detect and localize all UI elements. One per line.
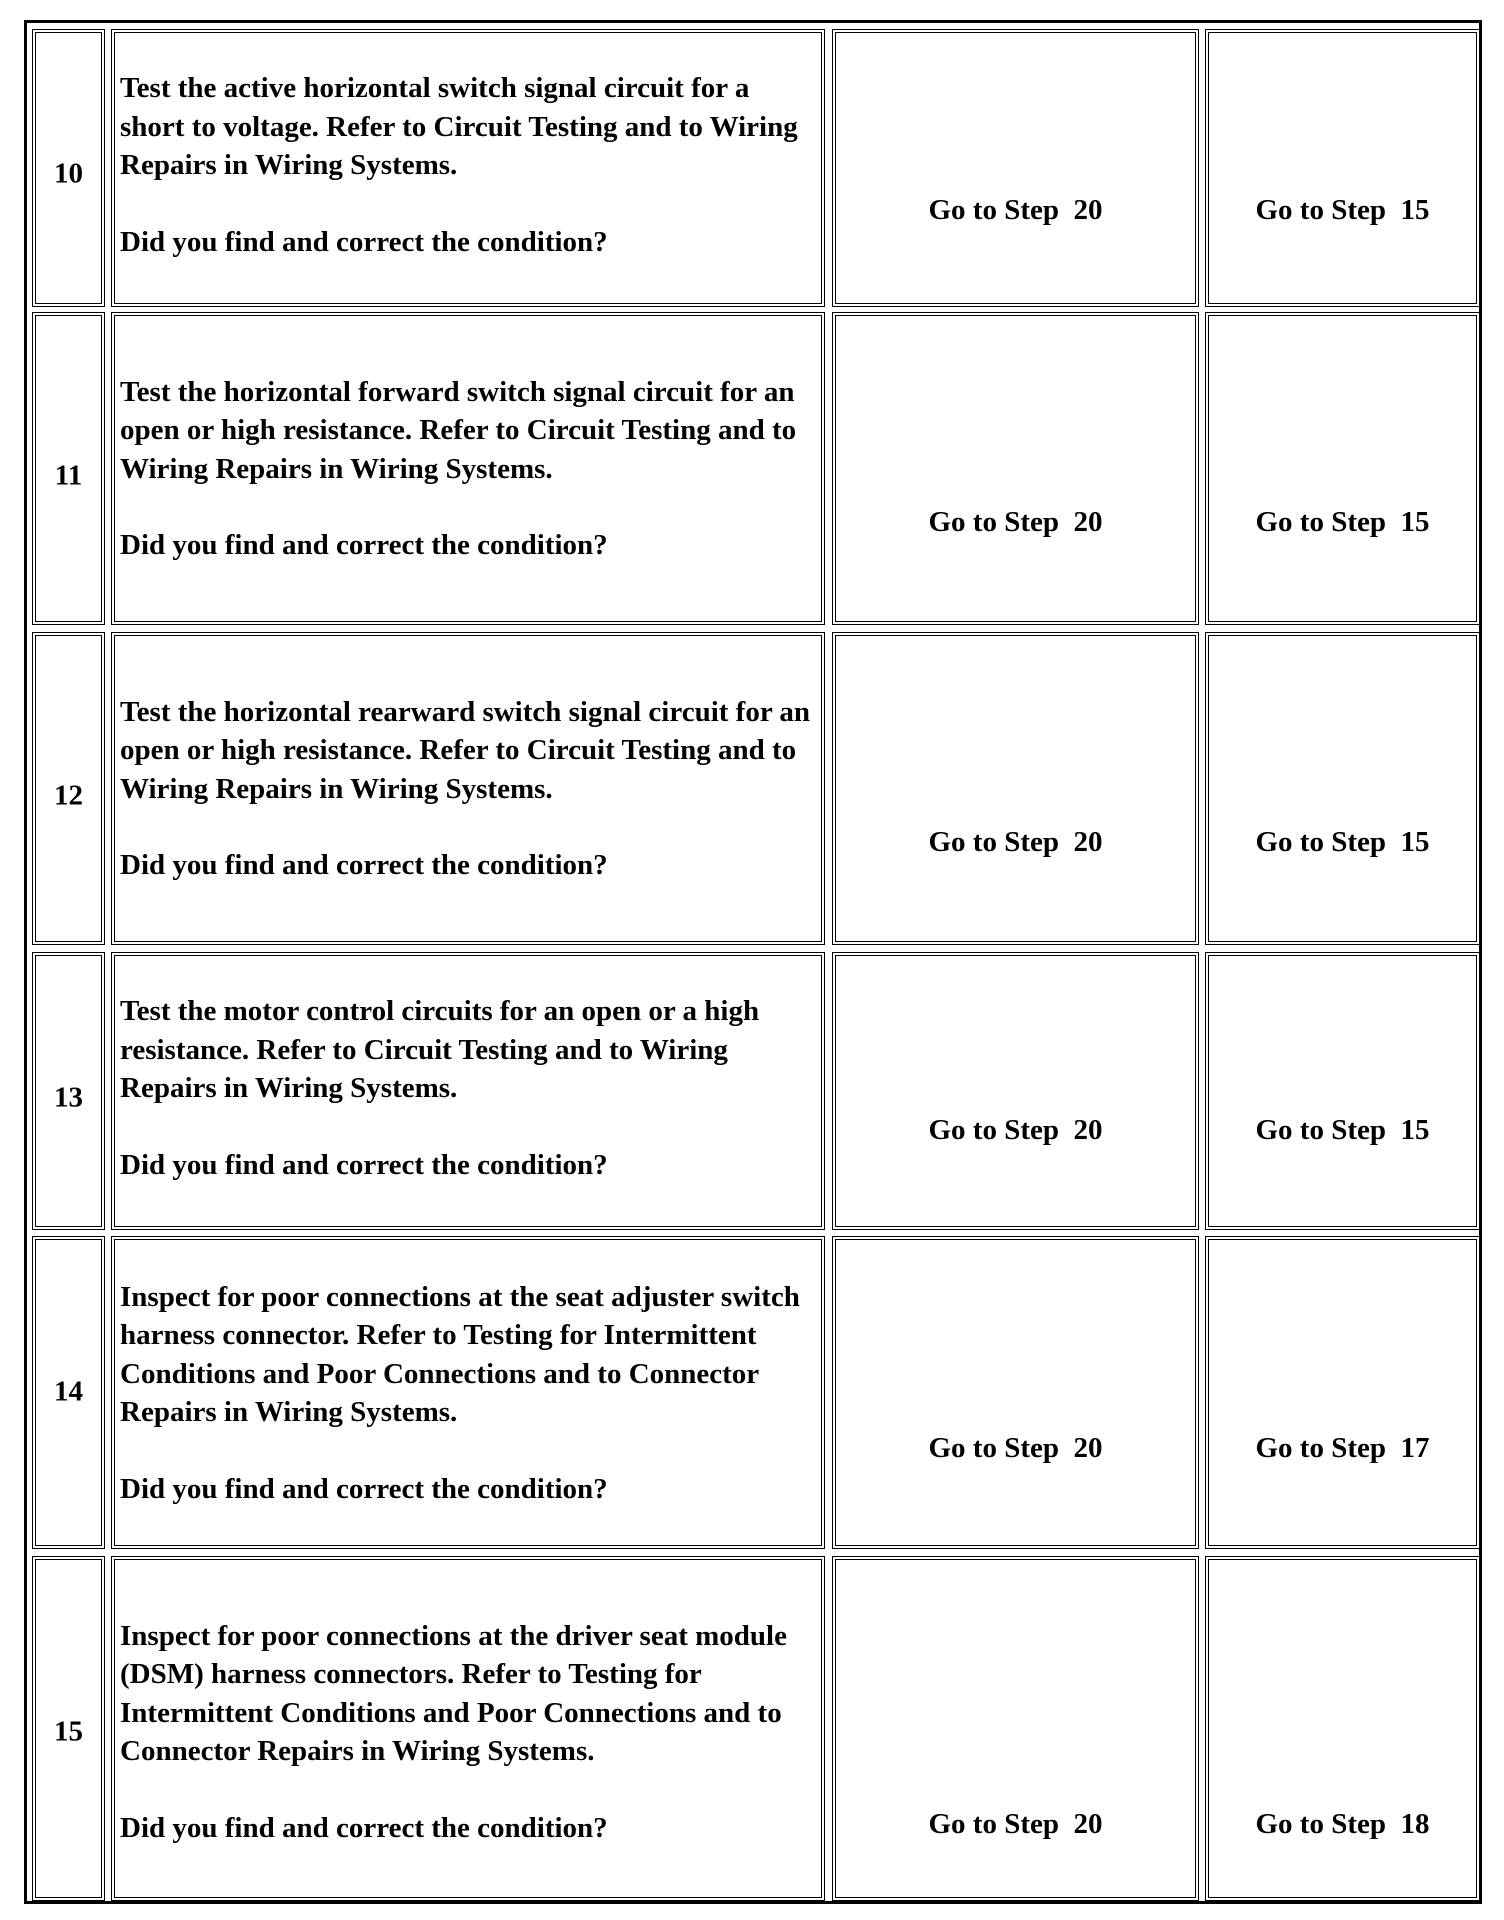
action-cell: [111, 1236, 825, 1549]
action-text: [120, 1617, 815, 1848]
no-goto: Go to Step 17: [1255, 1432, 1430, 1464]
table-row: [27, 1550, 1479, 1907]
no-goto: Go to Step 15: [1255, 506, 1430, 538]
action-question: Did you find and correct the condition?: [120, 529, 608, 561]
table-row: [27, 626, 1479, 951]
yes-cell: [832, 29, 1199, 307]
step-number: 14: [54, 1375, 83, 1408]
action-question: Did you find and correct the condition?: [120, 225, 608, 258]
action-question: Did you find and correct the condition?: [120, 1472, 608, 1505]
no-goto: Go to Step 15: [1255, 194, 1430, 226]
yes-cell: [832, 1236, 1199, 1549]
action-text: [120, 992, 815, 1184]
yes-cell: [832, 312, 1199, 625]
step-number-cell: [32, 1236, 105, 1549]
table-row: [27, 1230, 1479, 1555]
step-number-cell: [32, 1556, 105, 1901]
action-text: [120, 69, 815, 261]
action-description: Test the motor control circuits for an open or a high resistance. Refer to Circuit Testing and to Wiring Repairs in Wiring Systems.: [120, 995, 760, 1105]
no-goto: Go to Step 15: [1255, 1114, 1430, 1146]
action-cell: [111, 1556, 825, 1901]
no-goto: Go to Step 18: [1255, 1808, 1430, 1840]
action-description: Inspect for poor connections at the driver seat module (DSM) harness connectors. Refer to Testing for Intermittent Conditions and Poor Connections and to Connector Repairs in Wiring Systems.: [120, 1619, 787, 1768]
action-cell: [111, 312, 825, 625]
step-number: 10: [54, 157, 83, 190]
step-number-cell: [32, 312, 105, 625]
no-cell: [1205, 1236, 1480, 1549]
no-cell: [1205, 1556, 1480, 1901]
action-text: [120, 693, 815, 885]
no-goto: Go to Step 15: [1255, 826, 1430, 858]
step-number: 15: [54, 1715, 83, 1748]
no-cell: [1205, 952, 1480, 1230]
step-number-cell: [32, 632, 105, 945]
action-cell: [111, 632, 825, 945]
step-number: 12: [54, 779, 83, 812]
step-number: 11: [54, 459, 83, 492]
yes-goto: Go to Step 20: [928, 506, 1103, 538]
table-row: [27, 946, 1479, 1236]
table-row: [27, 306, 1479, 631]
action-description: Inspect for poor connections at the seat adjuster switch harness connector. Refer to Testing for Intermittent Conditions and Poor Connections and to Connector Repairs in Wiring Systems.: [120, 1280, 800, 1428]
step-number-cell: [32, 29, 105, 307]
diagnostic-table: [24, 20, 1482, 1904]
step-number: 13: [54, 1081, 83, 1114]
yes-goto: Go to Step 20: [928, 1808, 1103, 1840]
no-cell: [1205, 632, 1480, 945]
step-number-cell: [32, 952, 105, 1230]
yes-goto: Go to Step 20: [928, 1432, 1103, 1464]
yes-goto: Go to Step 20: [928, 826, 1103, 858]
yes-cell: [832, 1556, 1199, 1901]
action-cell: [111, 952, 825, 1230]
yes-goto: Go to Step 20: [928, 194, 1103, 226]
yes-cell: [832, 952, 1199, 1230]
action-text: [120, 373, 815, 565]
action-cell: [111, 29, 825, 307]
action-question: Did you find and correct the condition?: [120, 1811, 608, 1844]
yes-cell: [832, 632, 1199, 945]
action-text: [120, 1277, 815, 1508]
action-description: Test the horizontal forward switch signal circuit for an open or high resistance. Refer to Circuit Testing and to Wiring Repairs in Wiring Systems.: [120, 375, 797, 485]
table-row: [27, 23, 1479, 313]
action-question: Did you find and correct the condition?: [120, 849, 608, 881]
no-cell: [1205, 312, 1480, 625]
yes-goto: Go to Step 20: [928, 1114, 1103, 1146]
action-description: Test the horizontal rearward switch signal circuit for an open or high resistance. Refer to Circuit Testing and to Wiring Repairs in Wiring Systems.: [120, 695, 811, 805]
action-question: Did you find and correct the condition?: [120, 1148, 608, 1181]
action-description: Test the active horizontal switch signal circuit for a short to voltage. Refer to Circuit Testing and to Wiring Repairs in Wiring Systems.: [120, 72, 798, 182]
no-cell: [1205, 29, 1480, 307]
